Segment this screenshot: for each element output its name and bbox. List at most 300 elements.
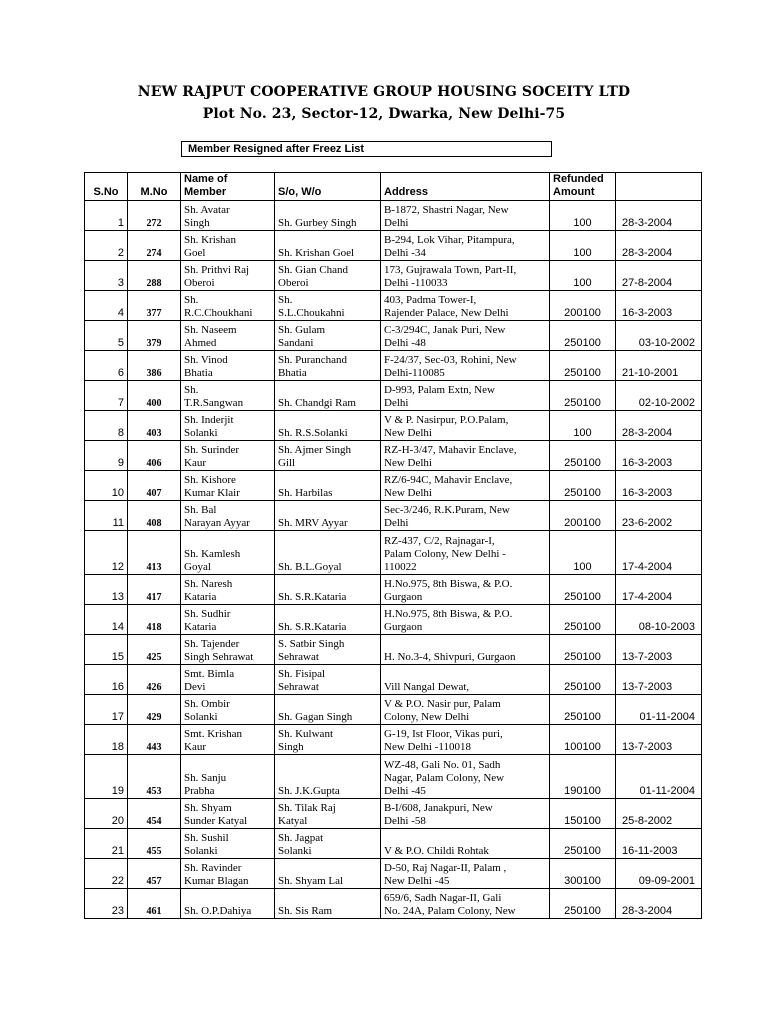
header-refunded-line1: Refunded [553,173,604,185]
cell-address-line: Delhi -34 [384,247,426,259]
table-row [85,291,702,321]
cell-relation-line [278,862,377,875]
cell-relation [275,859,381,889]
cell-mno: 426 [128,665,181,695]
cell-relation-line: Sh. MRV Ayyar [278,517,348,529]
header-name-line2: Member [184,186,227,198]
cell-mno: 461 [128,889,181,919]
cell-relation [275,695,381,725]
cell-relation-line: Singh [278,741,304,753]
cell-sno: 9 [85,441,128,471]
cell-refunded-amount: 250100 [550,829,616,859]
cell-relation [275,725,381,755]
cell-address-line: 659/6, Sadh Nagar-II, Gali [384,892,502,904]
cell-relation-line [278,578,377,591]
cell-relation-line: Solanki [278,845,312,857]
cell-relation-line: Sehrawat [278,681,319,693]
cell-date: 13-7-2003 [616,665,702,695]
cell-date: 27-8-2004 [616,261,702,291]
cell-relation [275,381,381,411]
cell-member-name [181,261,275,291]
cell-refunded-amount: 250100 [550,605,616,635]
cell-address-line: Nagar, Palam Colony, New [384,772,505,784]
cell-member-name-line: Sh. Naseem [184,324,237,336]
cell-address [381,575,550,605]
cell-address-line: Delhi -48 [384,337,426,349]
cell-address [381,261,550,291]
cell-address [381,501,550,531]
cell-member-name [181,321,275,351]
cell-relation [275,575,381,605]
cell-mno: 386 [128,351,181,381]
cell-address-line: D-993, Palam Extn, New [384,384,495,396]
cell-refunded-amount: 100 [550,201,616,231]
cell-date: 01-11-2004 [616,695,702,725]
table-row [85,321,702,351]
cell-member-name [181,665,275,695]
cell-address-line: Rajender Palace, New Delhi [384,307,509,319]
cell-member-name-line: Solanki [184,845,218,857]
cell-sno: 7 [85,381,128,411]
cell-member-name-line: T.R.Sangwan [184,397,244,409]
cell-relation-line: Sh. Gurbey Singh [278,217,357,229]
table-row [85,799,702,829]
cell-address-line: Delhi [384,517,409,529]
cell-mno: 379 [128,321,181,351]
cell-mno: 417 [128,575,181,605]
table-row [85,725,702,755]
cell-address-line: New Delhi -110018 [384,741,471,753]
cell-address-line: H.No.975, 8th Biswa, & P.O. [384,578,513,590]
cell-date: 28-3-2004 [616,889,702,919]
cell-mno: 418 [128,605,181,635]
cell-address-line: V & P.O. Childi Rohtak [384,845,489,857]
cell-relation [275,829,381,859]
cell-relation-line: Sh. Puranchand [278,354,348,366]
cell-address-line: B-294, Lok Vihar, Pitampura, [384,234,515,246]
cell-sno: 10 [85,471,128,501]
cell-member-name-line: Sh. Avatar [184,204,230,216]
cell-date: 09-09-2001 [616,859,702,889]
cell-date: 21-10-2001 [616,351,702,381]
cell-mno: 274 [128,231,181,261]
members-table [84,172,702,919]
cell-refunded-amount: 250100 [550,351,616,381]
cell-relation-line: Sh. Gagan Singh [278,711,353,723]
table-row [85,411,702,441]
cell-address [381,859,550,889]
cell-relation-line [278,204,377,217]
cell-address-line: RZ-H-3/47, Mahavir Enclave, [384,444,517,456]
cell-mno: 407 [128,471,181,501]
cell-member-name [181,441,275,471]
cell-address-line: 173, Gujrawala Town, Part-II, [384,264,517,276]
cell-member-name-line: Smt. Bimla [184,668,235,680]
cell-sno: 6 [85,351,128,381]
cell-sno: 17 [85,695,128,725]
cell-member-name [181,381,275,411]
header-sno: S.No [85,173,128,201]
cell-member-name-line: Sh. Tajender [184,638,240,650]
cell-relation [275,291,381,321]
cell-address-line: H.No.975, 8th Biswa, & P.O. [384,608,513,620]
table-row [85,829,702,859]
cell-refunded-amount: 250100 [550,471,616,501]
cell-address-line: Delhi [384,397,409,409]
cell-date: 02-10-2002 [616,381,702,411]
cell-refunded-amount: 250100 [550,665,616,695]
cell-address-line: Colony, New Delhi [384,711,470,723]
cell-address-line: Delhi -45 [384,785,426,797]
society-name: NEW RAJPUT COOPERATIVE GROUP HOUSING SOCEITY LTD [137,84,631,100]
cell-address [381,725,550,755]
cell-relation [275,501,381,531]
cell-member-name-line: Sh. Sanju [184,772,227,784]
cell-sno: 8 [85,411,128,441]
cell-member-name-line: Sh. Prithvi Raj [184,264,250,276]
cell-refunded-amount: 200100 [550,501,616,531]
cell-address [381,829,550,859]
cell-member-name-line: Singh [184,217,210,229]
cell-address-line: RZ/6-94C, Mahavir Enclave, [384,474,513,486]
cell-member-name-line: Narayan Ayyar [184,517,250,529]
cell-address-line [384,638,546,651]
cell-relation [275,231,381,261]
cell-relation-line: Gill [278,457,296,469]
cell-address [381,231,550,261]
cell-member-name [181,471,275,501]
cell-address [381,605,550,635]
cell-address-line [384,832,546,845]
cell-relation-line: Sh. Ajmer Singh [278,444,352,456]
cell-address-line: 403, Padma Tower-I, [384,294,477,306]
cell-relation [275,201,381,231]
cell-member-name-line: Oberoi [184,277,215,289]
cell-member-name-line [184,759,271,772]
cell-sno: 12 [85,531,128,575]
cell-relation-line [278,535,377,548]
cell-relation [275,531,381,575]
cell-mno: 455 [128,829,181,859]
table-header-row [85,173,702,201]
cell-relation-line: Sh. Sis Ram [278,905,333,917]
cell-relation-line: S. Satbir Singh [278,638,345,650]
cell-address [381,321,550,351]
cell-date: 17-4-2004 [616,575,702,605]
cell-member-name [181,755,275,799]
cell-address [381,665,550,695]
cell-relation-line [278,384,377,397]
cell-relation-line [278,608,377,621]
cell-relation [275,889,381,919]
cell-address-line: V & P. Nasirpur, P.O.Palam, [384,414,509,426]
table-row [85,201,702,231]
cell-date: 28-3-2004 [616,201,702,231]
cell-member-name-line: Prabha [184,785,215,797]
cell-sno: 23 [85,889,128,919]
cell-address-line: V & P.O. Nasir pur, Palam [384,698,501,710]
cell-relation-line [278,772,377,785]
cell-member-name [181,201,275,231]
cell-member-name-line: Sh. Bal [184,504,217,516]
table-row [85,859,702,889]
cell-refunded-amount: 100 [550,231,616,261]
cell-sno: 21 [85,829,128,859]
cell-date: 13-7-2003 [616,725,702,755]
cell-sno: 15 [85,635,128,665]
cell-member-name-line: Solanki [184,711,218,723]
cell-member-name-line: R.C.Choukhani [184,307,253,319]
cell-refunded-amount: 250100 [550,321,616,351]
cell-member-name-line: Sh. Surinder [184,444,239,456]
cell-relation-line: Sh. J.K.Gupta [278,785,340,797]
cell-refunded-amount: 250100 [550,441,616,471]
cell-address [381,695,550,725]
cell-member-name-line: Sh. Shyam [184,802,232,814]
cell-mno: 406 [128,441,181,471]
cell-member-name [181,531,275,575]
cell-member-name-line: Sh. [184,294,199,306]
cell-mno: 272 [128,201,181,231]
cell-member-name [181,695,275,725]
cell-member-name-line: Sh. Sudhir [184,608,231,620]
header-mno: M.No [128,173,181,201]
cell-member-name [181,351,275,381]
cell-sno: 18 [85,725,128,755]
cell-member-name [181,829,275,859]
cell-address-line: New Delhi [384,487,432,499]
cell-relation-line: Sh. S.R.Kataria [278,591,347,603]
table-row [85,575,702,605]
cell-relation [275,665,381,695]
cell-address-line: New Delhi [384,427,432,439]
cell-refunded-amount: 100100 [550,725,616,755]
cell-relation-line: Sh. B.L.Goyal [278,561,342,573]
cell-address-line: H. No.3-4, Shivpuri, Gurgaon [384,651,516,663]
cell-sno: 16 [85,665,128,695]
header-relation: S/o, W/o [275,173,381,201]
cell-address [381,889,550,919]
cell-address-line: Delhi -110033 [384,277,448,289]
cell-member-name-line [184,535,271,548]
table-row [85,605,702,635]
cell-member-name-line: Sh. Vinod [184,354,228,366]
cell-member-name-line: Ahmed [184,337,217,349]
cell-relation-line: Sh. Gian Chand [278,264,348,276]
cell-sno: 14 [85,605,128,635]
cell-relation-line: Sandani [278,337,314,349]
table-row [85,665,702,695]
cell-member-name-line: Kumar Klair [184,487,240,499]
cell-address [381,411,550,441]
cell-date: 13-7-2003 [616,635,702,665]
cell-mno: 377 [128,291,181,321]
cell-relation-line: Sh. Gulam [278,324,326,336]
cell-address [381,755,550,799]
header-refunded [550,173,616,201]
cell-date: 17-4-2004 [616,531,702,575]
cell-refunded-amount: 300100 [550,859,616,889]
cell-member-name [181,635,275,665]
cell-address-line: Delhi [384,217,409,229]
table-row [85,441,702,471]
cell-mno: 413 [128,531,181,575]
cell-relation-line: S.L.Choukahni [278,307,345,319]
cell-relation [275,411,381,441]
cell-address-line: Gurgaon [384,591,423,603]
society-address: Plot No. 23, Sector-12, Dwarka, New Delhi-75 [202,106,566,122]
cell-address-line [384,668,546,681]
cell-mno: 425 [128,635,181,665]
table-row [85,231,702,261]
list-title: Member Resigned after Freez List [181,141,552,157]
cell-member-name-line: Kumar Blagan [184,875,249,887]
header-address: Address [381,173,550,201]
cell-relation [275,635,381,665]
cell-relation-line: Sh. Harbilas [278,487,333,499]
table-row [85,471,702,501]
cell-address-line: Delhi -58 [384,815,426,827]
cell-address [381,291,550,321]
cell-refunded-amount: 250100 [550,381,616,411]
cell-address-line: New Delhi -45 [384,875,450,887]
cell-address [381,441,550,471]
cell-member-name-line: Solanki [184,427,218,439]
cell-address [381,799,550,829]
cell-address-line: 110022 [384,561,417,573]
cell-member-name-line: Sh. Kishore [184,474,236,486]
table-row [85,755,702,799]
cell-mno: 453 [128,755,181,799]
cell-relation-line: Sh. Kulwant [278,728,333,740]
cell-member-name-line: Singh Sehrawat [184,651,254,663]
cell-relation-line [278,234,377,247]
table-row [85,531,702,575]
cell-relation [275,755,381,799]
cell-relation-line: Sh. Fisipal [278,668,326,680]
cell-relation [275,605,381,635]
cell-refunded-amount: 250100 [550,889,616,919]
header-name-line1: Name of [184,173,228,185]
cell-member-name [181,291,275,321]
cell-member-name-line: Sh. [184,384,199,396]
cell-relation [275,799,381,829]
cell-refunded-amount: 250100 [550,695,616,725]
cell-refunded-amount: 100 [550,531,616,575]
cell-sno: 13 [85,575,128,605]
cell-mno: 403 [128,411,181,441]
cell-relation [275,471,381,501]
table-row [85,501,702,531]
cell-member-name-line: Kataria [184,621,217,633]
cell-relation-line: Katyal [278,815,308,827]
cell-date: 16-3-2003 [616,471,702,501]
cell-sno: 22 [85,859,128,889]
cell-member-name [181,501,275,531]
cell-member-name-line: Sh. Ombir [184,698,230,710]
table-row [85,635,702,665]
cell-member-name [181,411,275,441]
cell-mno: 454 [128,799,181,829]
cell-address-line: C-3/294C, Janak Puri, New [384,324,506,336]
cell-mno: 288 [128,261,181,291]
cell-relation-line: Sh. Krishan Goel [278,247,355,259]
cell-address-line: New Delhi [384,457,432,469]
cell-member-name [181,231,275,261]
header-date [616,173,702,201]
header-name [181,173,275,201]
table-row [85,351,702,381]
cell-date: 28-3-2004 [616,231,702,261]
cell-refunded-amount: 250100 [550,635,616,665]
cell-member-name-line: Sh. Kamlesh [184,548,241,560]
cell-relation-line [278,548,377,561]
cell-relation-line: Sh. Jagpat [278,832,324,844]
cell-relation-line [278,474,377,487]
cell-address-line: F-24/37, Sec-03, Rohini, New [384,354,517,366]
cell-date: 23-6-2002 [616,501,702,531]
cell-mno: 408 [128,501,181,531]
cell-relation [275,351,381,381]
cell-address [381,351,550,381]
cell-date: 16-3-2003 [616,441,702,471]
cell-sno: 19 [85,755,128,799]
cell-mno: 443 [128,725,181,755]
cell-relation [275,321,381,351]
cell-address-line: D-50, Raj Nagar-II, Palam , [384,862,507,874]
cell-date: 01-11-2004 [616,755,702,799]
cell-mno: 429 [128,695,181,725]
cell-member-name-line: Sh. Naresh [184,578,233,590]
cell-date: 08-10-2003 [616,605,702,635]
cell-member-name-line: Sh. Sushil [184,832,229,844]
cell-mno: 457 [128,859,181,889]
cell-date: 16-11-2003 [616,829,702,859]
cell-member-name-line: Devi [184,681,206,693]
cell-sno: 2 [85,231,128,261]
cell-member-name [181,859,275,889]
cell-date: 28-3-2004 [616,411,702,441]
cell-date: 16-3-2003 [616,291,702,321]
cell-date: 03-10-2002 [616,321,702,351]
table-row [85,381,702,411]
cell-sno: 11 [85,501,128,531]
cell-refunded-amount: 200100 [550,291,616,321]
cell-address-line: Delhi-110085 [384,367,445,379]
cell-relation [275,441,381,471]
cell-relation-line [278,504,377,517]
cell-member-name-line: Kaur [184,741,206,753]
cell-relation-line: Sh. [278,294,293,306]
table-row [85,261,702,291]
cell-address [381,531,550,575]
table-row [85,889,702,919]
cell-member-name-line: Sh. Ravinder [184,862,242,874]
cell-relation [275,261,381,291]
cell-refunded-amount: 100 [550,261,616,291]
cell-member-name-line [184,892,271,905]
cell-member-name-line: Kaur [184,457,206,469]
table-row [85,695,702,725]
cell-address [381,201,550,231]
cell-address-line: B-1872, Shastri Nagar, New [384,204,509,216]
cell-address-line: No. 24A, Palam Colony, New [384,905,516,917]
cell-mno: 400 [128,381,181,411]
cell-member-name-line: Goyal [184,561,211,573]
cell-member-name [181,605,275,635]
cell-member-name-line: Kataria [184,591,217,603]
cell-relation-line: Sh. S.R.Kataria [278,621,347,633]
